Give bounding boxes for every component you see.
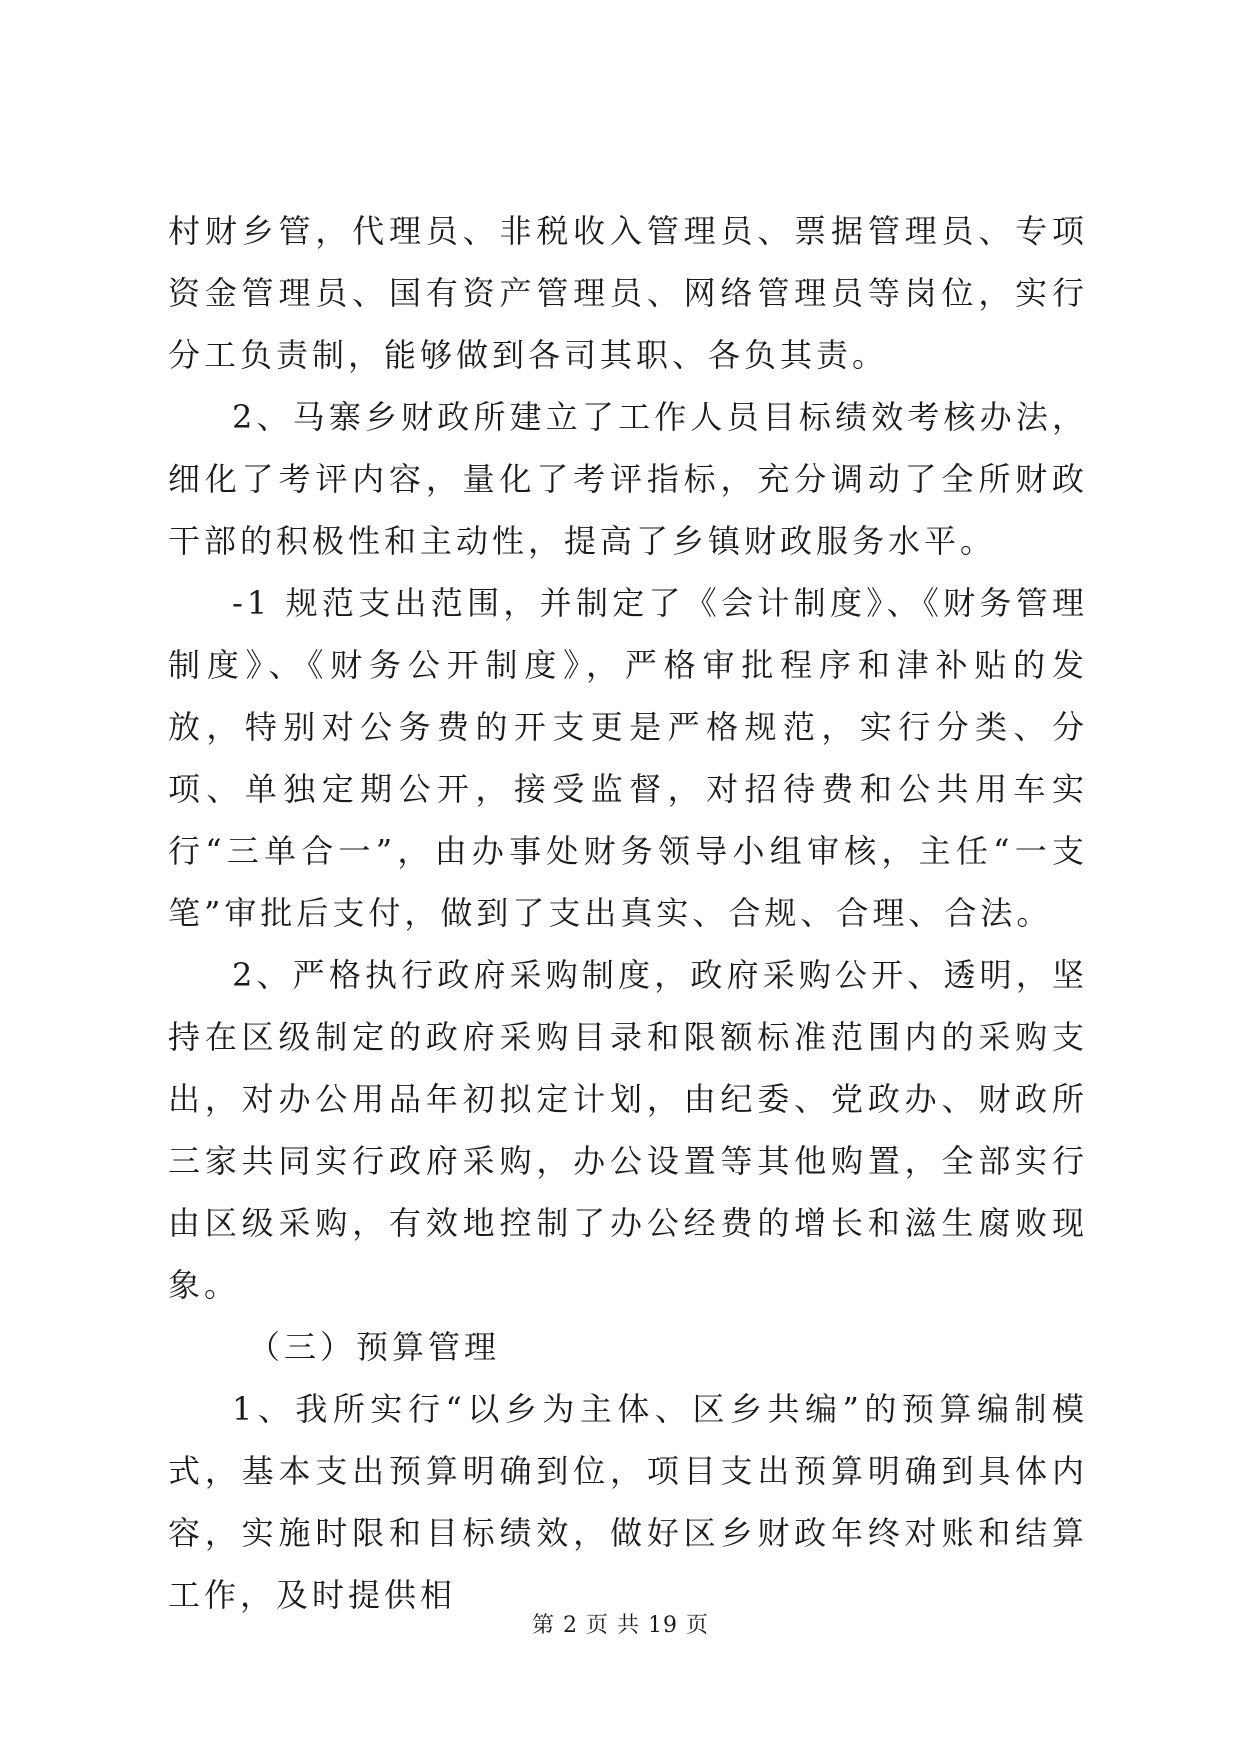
paragraph-budget-compilation: 1、我所实行“以乡为主体、区乡共编”的预算编制模式，基本支出预算明确到位，项目支出预算明确到具体内容，实施时限和目标绩效，做好区乡财政年终对账和结算工作，及时提供相	[168, 1390, 1088, 1614]
paragraph-expenditure-scope: -1 规范支出范围，并制定了《会计制度》、《财务管理制度》、《财务公开制度》，严格审批程序和津补贴的发放，特别对公务费的开支更是严格规范，实行分类、分项、单独定期公开，接受监督，对招待费和公共用车实行“三单合一”，由办事处财务领导小组审核，主任“一支笔”审批后支付，做到了支出真实、合规、合理、合法。	[168, 584, 1088, 932]
document-body	[168, 200, 1088, 1626]
paragraph-continuation: 村财乡管，代理员、非税收入管理员、票据管理员、专项资金管理员、国有资产管理员、网络管理员等岗位，实行分工负责制，能够做到各司其职、各负其责。	[168, 212, 1088, 374]
paragraph-performance-assessment: 2、马寨乡财政所建立了工作人员目标绩效考核办法，细化了考评内容，量化了考评指标，充分调动了全所财政干部的积极性和主动性，提高了乡镇财政服务水平。	[168, 398, 1088, 560]
page-number-footer: 第 2 页 共 19 页	[532, 1613, 709, 1638]
paragraph-government-procurement: 2、严格执行政府采购制度，政府采购公开、透明，坚持在区级制定的政府采购目录和限额标准范围内的采购支出，对办公用品年初拟定计划，由纪委、党政办、财政所三家共同实行政府采购，办公设置等其他购置，全部实行由区级采购，有效地控制了办公经费的增长和滋生腐败现象。	[168, 956, 1088, 1304]
section-heading-budget-management: （三）预算管理	[248, 1328, 501, 1366]
